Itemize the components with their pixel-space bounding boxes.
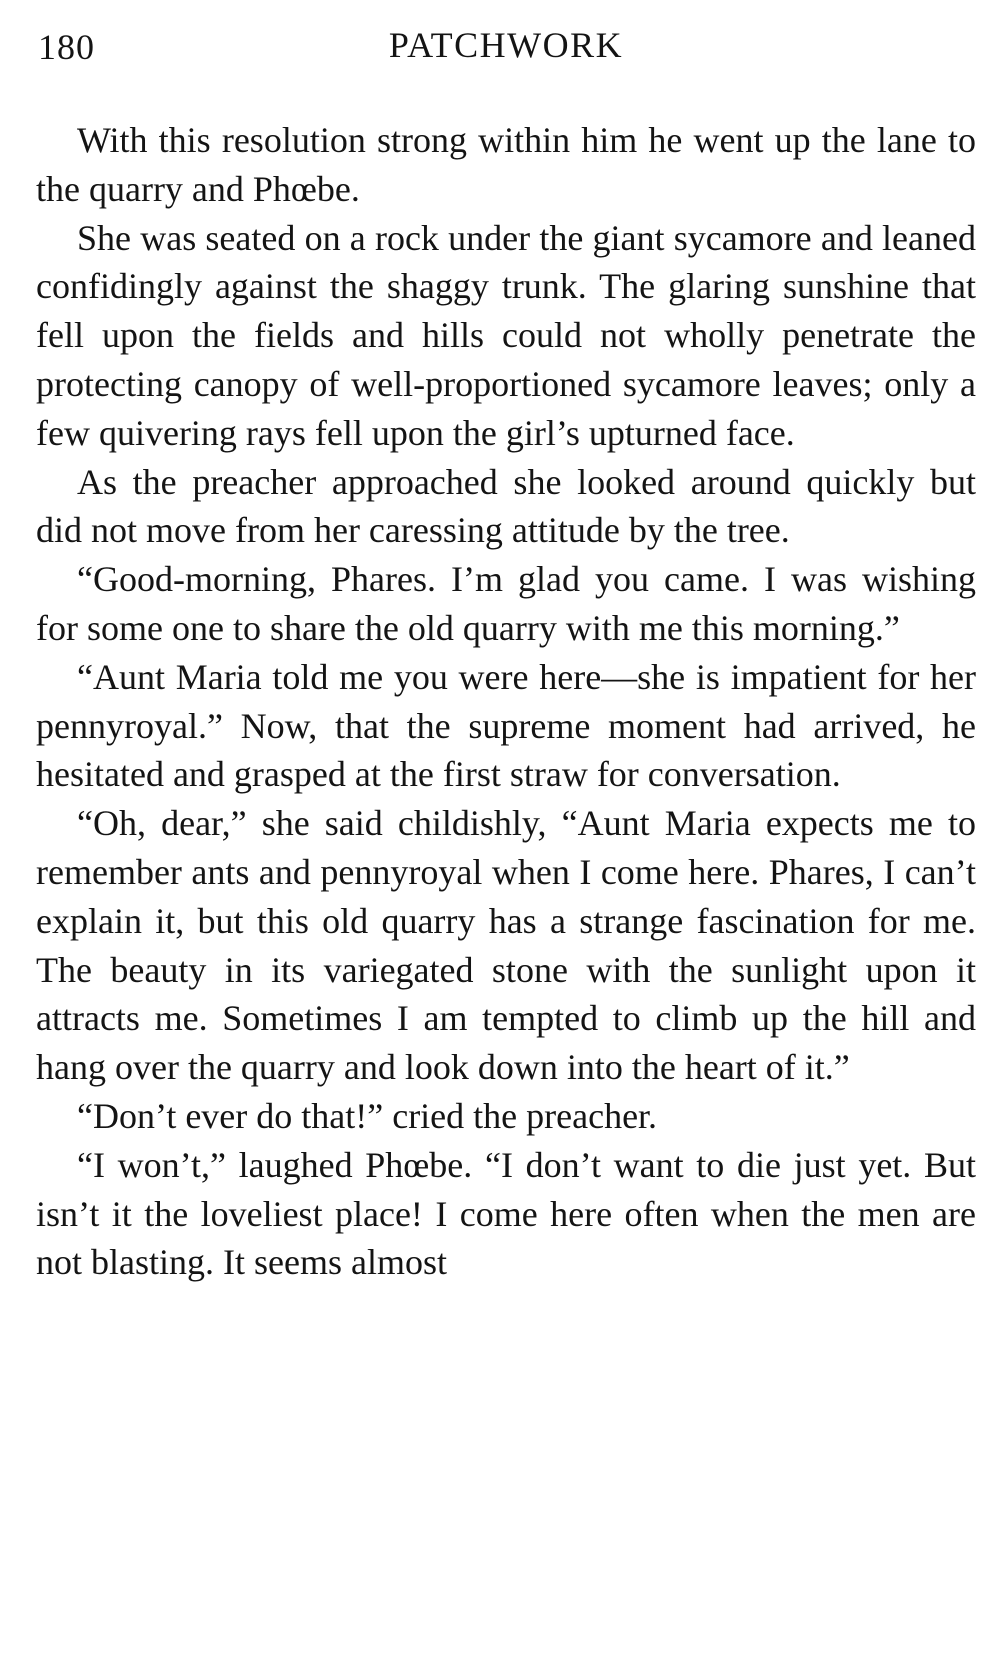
paragraph: As the preacher approached she looked around quickly but did not move from her caressing attitude by the tree. <box>36 461 976 551</box>
paragraph: “I won’t,” laughed Phœbe. “I don’t want to die just yet. But isn’t it the loveliest place! I come here often when the men are not blasting. It seems almost <box>36 1144 976 1283</box>
book-page <box>36 20 976 1640</box>
paragraph: “Aunt Maria told me you were here—she is impatient for her pennyroyal.” Now, that the supreme moment had arrived, he hesitated and grasped at the first straw for conversation. <box>36 656 976 795</box>
paragraph: “Good-morning, Phares. I’m glad you came. I was wishing for some one to share the old quarry with me this morning.” <box>36 559 976 648</box>
running-title: PATCHWORK <box>388 25 624 65</box>
running-head <box>36 20 976 78</box>
body-text <box>36 116 976 1287</box>
paragraph: “Oh, dear,” she said childishly, “Aunt Maria expects me to remember ants and pennyroyal when I come here. Phares, I can’t explain it, but this old quarry has a strange fascination for me. The beauty in its variegated stone with the sunlight upon it attracts me. Sometimes I am tempted to climb up the hill and hang over the quarry and look down into the heart of it.” <box>36 803 976 1088</box>
paragraph: With this resolution strong within him he went up the lane to the quarry and Phœbe. <box>36 120 976 209</box>
paragraph: “Don’t ever do that!” cried the preacher. <box>77 1095 658 1136</box>
page-number: 180 <box>38 27 95 67</box>
paragraph: She was seated on a rock under the giant sycamore and leaned confidingly against the shaggy trunk. The glaring sunshine that fell upon the fields and hills could not wholly penetrate the protecting canopy of well-proportioned sycamore leaves; only a few quivering rays fell upon the girl’s upturned face. <box>36 217 976 453</box>
